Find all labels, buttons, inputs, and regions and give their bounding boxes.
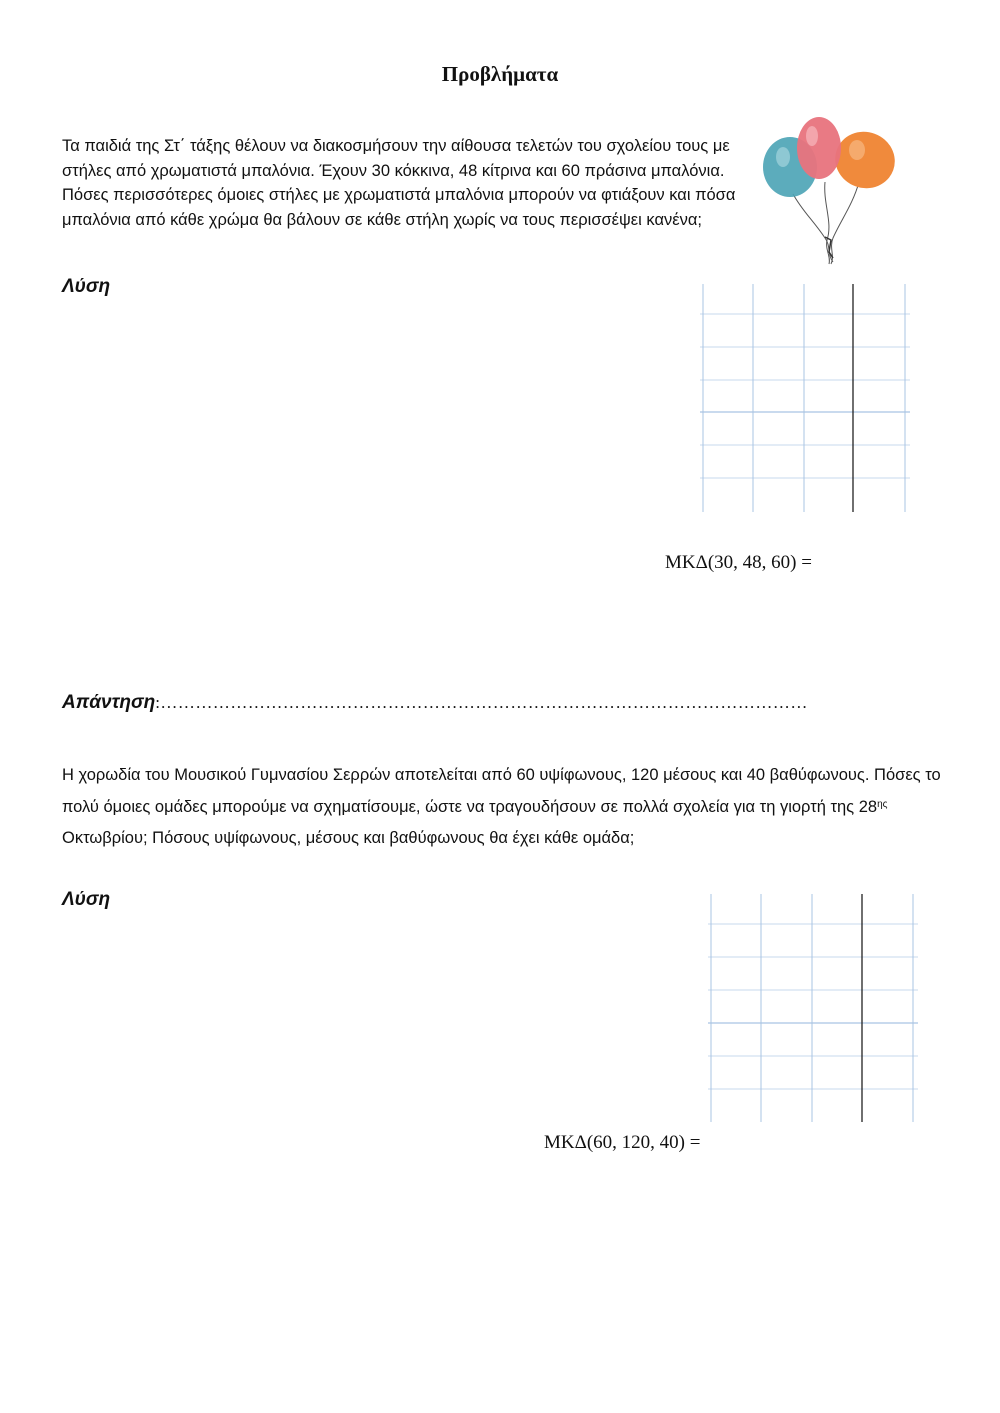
division-grid-1 xyxy=(700,284,910,514)
division-grid-2 xyxy=(708,894,918,1124)
answer-line[interactable]: :………………………………………………………………………………………………… xyxy=(155,693,808,712)
problem2-text: Η χορωδία του Μουσικού Γυμνασίου Σερρών αποτελείται από 60 υψίφωνους, 120 μέσους και 40 βαθύφωνους. Πόσες το πολύ όμοιες ομάδες μπορούμε να σχηματίσουμε, ώστε να τραγουδήσουν σε πολλά σχολεία για τη γιορτή της $28^{\eta\varsigma}$ Οκτωβρίου; Πόσους υψίφωνους, μέσους και βαθύφωνους θα έχει κάθε ομάδα; xyxy=(62,766,941,847)
gcd-expression-2: ΜΚΔ(60, 120, 40) = xyxy=(544,1132,701,1153)
ordinal-suffix: ης xyxy=(877,798,888,810)
page-title: Προβλήματα xyxy=(441,62,559,86)
answer-label: Απάντηση xyxy=(62,692,156,713)
gcd-expression-1: ΜΚΔ(30, 48, 60) = xyxy=(665,552,812,573)
balloons-icon xyxy=(755,112,905,267)
solution-label-2: Λύση xyxy=(62,889,111,910)
solution-label-1: Λύση xyxy=(62,276,111,297)
problem1-text: Τα παιδιά της Στ΄ τάξης θέλουν να διακοσμήσουν την αίθουσα τελετών του σχολείου τους με στήλες από χρωματιστά μπαλόνια. Έχουν 30 κόκκινα, 48 κίτρινα και 60 πράσινα μπαλόνια. Πόσες περισσότερες όμοιες στήλες με χρωματιστά μπαλόνια μπορούν να φτιάξουν και πόσα μπαλόνια από κάθε χρώμα θα βάλουν σε κάθε στήλη χωρίς να τους περισσέψει κανένα; xyxy=(62,137,736,229)
